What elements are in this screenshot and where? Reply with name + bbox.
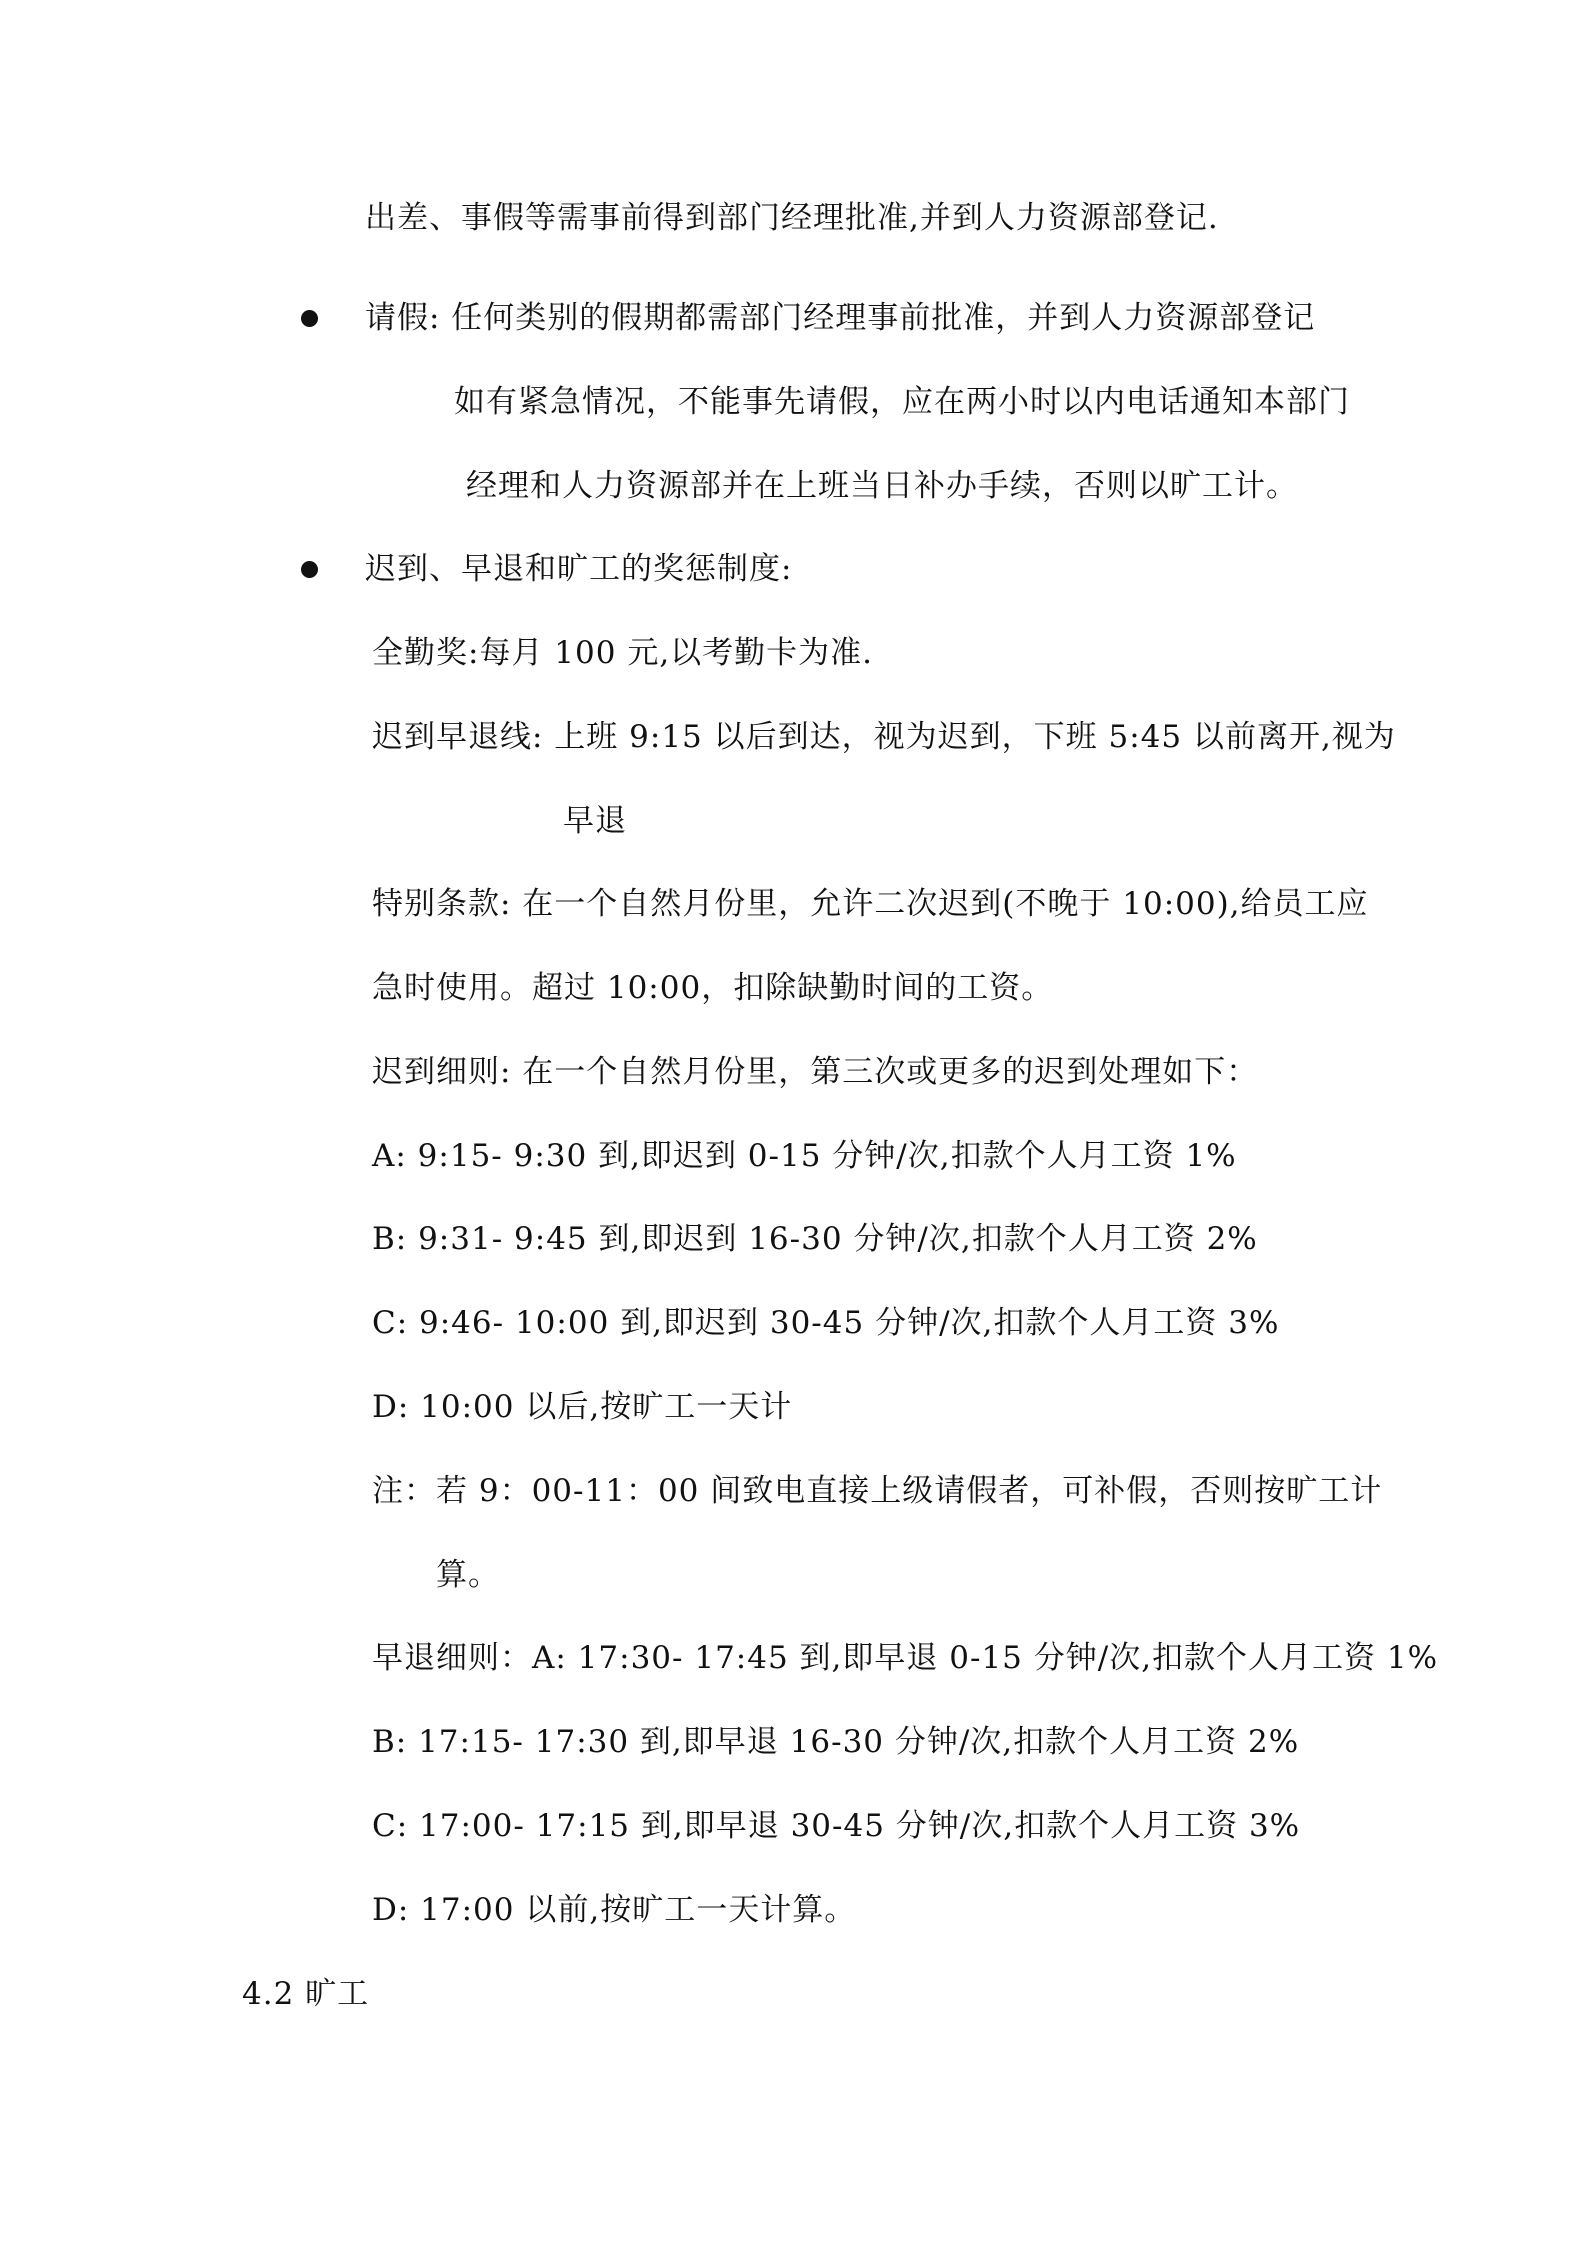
special-clause-1: 特别条款: 在一个自然月份里，允许二次迟到(不晚于 10:00),给员工应 xyxy=(372,886,1369,922)
leave-line-1: 请假: 任何类别的假期都需部门经理事前批准，并到人力资源部登记 xyxy=(365,300,1316,336)
early-rule-d: D: 17:00 以前,按旷工一天计算。 xyxy=(372,1892,857,1928)
late-rule-b: B: 9:31- 9:45 到,即迟到 16-30 分钟/次,扣款个人月工资 2% xyxy=(372,1221,1258,1257)
note-line-2: 算。 xyxy=(436,1557,500,1593)
bullet-icon xyxy=(301,561,318,578)
late-rule-c: C: 9:46- 10:00 到,即迟到 30-45 分钟/次,扣款个人月工资 3% xyxy=(372,1305,1280,1341)
leave-line-2: 如有紧急情况，不能事先请假，应在两小时以内电话通知本部门 xyxy=(454,384,1350,420)
early-rule-a: 早退细则：A: 17:30- 17:45 到,即早退 0-15 分钟/次,扣款个人月工资 1% xyxy=(372,1640,1439,1676)
late-line-rule-1: 迟到早退线: 上班 9:15 以后到达，视为迟到，下班 5:45 以前离开,视为 xyxy=(372,719,1396,755)
intro-line: 出差、事假等需事前得到部门经理批准,并到人力资源部登记. xyxy=(365,200,1219,236)
leave-line-3: 经理和人力资源部并在上班当日补办手续，否则以旷工计。 xyxy=(466,468,1298,504)
late-rule-d: D: 10:00 以后,按旷工一天计 xyxy=(372,1389,793,1425)
early-rule-b: B: 17:15- 17:30 到,即早退 16-30 分钟/次,扣款个人月工资 2% xyxy=(372,1724,1300,1760)
special-clause-2: 急时使用。超过 10:00，扣除缺勤时间的工资。 xyxy=(372,970,1054,1006)
late-rule-a: A: 9:15- 9:30 到,即迟到 0-15 分钟/次,扣款个人月工资 1% xyxy=(372,1138,1237,1174)
late-line-rule-2: 早退 xyxy=(563,803,627,839)
early-rule-c: C: 17:00- 17:15 到,即早退 30-45 分钟/次,扣款个人月工资 3% xyxy=(372,1808,1301,1844)
late-detail-heading: 迟到细则: 在一个自然月份里，第三次或更多的迟到处理如下： xyxy=(372,1054,1259,1090)
note-line-1: 注：若 9：00-11：00 间致电直接上级请假者，可补假，否则按旷工计 xyxy=(372,1473,1383,1509)
rules-heading: 迟到、早退和旷工的奖惩制度: xyxy=(365,551,793,587)
bullet-icon xyxy=(301,310,318,327)
section-heading: 4.2 旷工 xyxy=(242,1976,370,2012)
attendance-award-line: 全勤奖:每月 100 元,以考勤卡为准. xyxy=(372,635,874,671)
